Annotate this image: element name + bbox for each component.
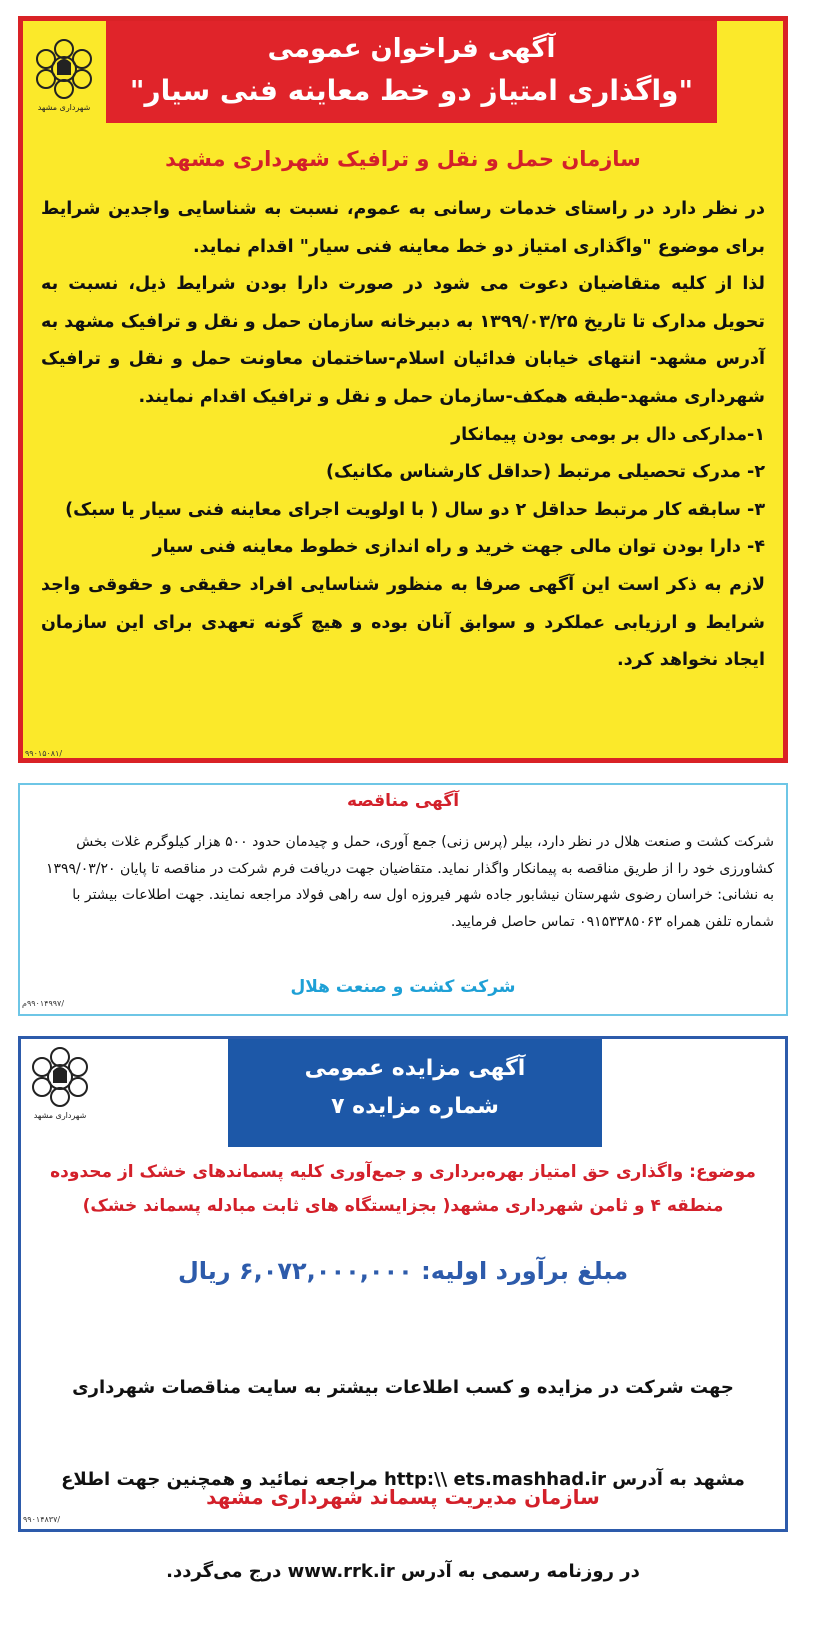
ad1-intro: در نظر دارد در راستای خدمات رسانی به عموم، نسبت به شناسایی واجدین شرایط برای موضوع "واگذاری امتیاز دو خط معاینه فنی سیار" اقدام نماید. bbox=[41, 199, 765, 257]
ad1-organization: سازمان حمل و نقل و ترافیک شهرداری مشهد bbox=[165, 147, 641, 171]
ad3-subject: موضوع: واگذاری حق امتیاز بهره‌برداری و جمع‌آوری کلیه پسماندهای خشک از محدوده منطقه ۴ و ثامن شهرداری مشهد( بجزایستگاه های ثابت مبادله پسماند خشک) bbox=[50, 1162, 756, 1216]
ad1-title-banner bbox=[106, 21, 717, 123]
auction-ad bbox=[18, 1036, 788, 1582]
ad2-signature: شرکت کشت و صنعت هلال bbox=[290, 977, 516, 997]
ad1-subtitle: "واگذاری امتیاز دو خط معاینه فنی سیار" bbox=[129, 74, 694, 107]
ad3-title: آگهی مزایده عمومی bbox=[304, 1056, 526, 1081]
ad3-auction-number: شماره مزایده ۷ bbox=[331, 1094, 499, 1119]
municipality-logo-icon bbox=[31, 35, 97, 121]
logo-caption: شهرداری مشهد bbox=[37, 103, 91, 112]
tender-notice-ad bbox=[18, 783, 788, 1016]
municipality-logo-icon bbox=[27, 1043, 93, 1129]
ad3-code: /۹۹۰۱۴۸۳۷ bbox=[23, 1515, 61, 1524]
ad1-requirement: ۱-مدارکی دال بر بومی بودن پیمانکار bbox=[451, 424, 765, 445]
ad2-body: شرکت کشت و صنعت هلال در نظر دارد، بیلر (پرس زنی) جمع آوری، حمل و چیدمان حدود ۵۰۰ هزار کیلوگرم غلات بخش کشاورزی خود را از طریق مناقصه به پیمانکار واگذار نماید. متقاضیان جهت دریافت فرم شرکت در مناقصه تا پایان ۱۳۹۹/۰۳/۲۰ به نشانی: خراسان رضوی شهرستان نیشابور جاده شهر فیروزه اول سه راهی فولاد مراجعه نمایند. جهت اطلاعات بیشتر با شماره تلفن همراه ۰۹۱۵۳۳۸۵۰۶۳ تماس حاصل فرمایید. bbox=[45, 834, 774, 930]
ad1-title: آگهی فراخوان عمومی bbox=[267, 34, 556, 64]
ad3-body-line: مشهد به آدرس http:\\ ets.mashhad.ir مراجعه نمائید و همچنین جهت اطلاع bbox=[61, 1469, 745, 1490]
ad1-body bbox=[41, 191, 765, 680]
ad3-signature: سازمان مدیریت پسماند شهرداری مشهد bbox=[206, 1485, 600, 1509]
tender-call-ad bbox=[18, 16, 788, 763]
ad3-title-banner bbox=[228, 1039, 602, 1147]
ad3-body-line: جهت شرکت در مزایده و کسب اطلاعات بیشتر به سایت مناقصات شهرداری bbox=[72, 1377, 734, 1398]
ad2-code: /۹۹۰۱۴۹۹۷م bbox=[22, 999, 65, 1008]
logo-caption: شهرداری مشهد bbox=[33, 1111, 87, 1120]
ad1-invite: لذا از کلیه متقاضیان دعوت می شود در صورت دارا بودن شرایط ذیل، نسبت به تحویل مدارک تا تاریخ ۱۳۹۹/۰۳/۲۵ به دبیرخانه سازمان حمل و نقل و ترافیک مشهد به آدرس مشهد- انتهای خیابان فدائیان اسلام-ساختمان معاونت حمل و نقل و ترافیک شهرداری مشهد-طبقه همکف-سازمان حمل و نقل و ترافیک اقدام نمایند. bbox=[41, 274, 765, 407]
ad1-note: لازم به ذکر است این آگهی صرفا به منظور شناسایی افراد حقیقی و حقوقی واجد شرایط و ارزیابی عملکرد و سوابق آنان بوده و هیچ گونه تعهدی برای این سازمان ایجاد نخواهد کرد. bbox=[41, 574, 765, 671]
ad3-body-line: در روزنامه رسمی به آدرس www.rrk.ir درج می‌گردد. bbox=[166, 1561, 640, 1582]
ad3-estimated-price: مبلغ برآورد اولیه: ۶,۰۷۲,۰۰۰,۰۰۰ ریال bbox=[177, 1257, 629, 1285]
ad1-requirement: ۲- مدرک تحصیلی مرتبط (حداقل کارشناس مکانیک) bbox=[326, 462, 765, 483]
ad1-requirement: ۳- سابقه کار مرتبط حداقل ۲ دو سال ( با اولویت اجرای معاینه فنی سیار یا سبک) bbox=[65, 499, 765, 520]
ad3-body bbox=[39, 1319, 767, 1641]
ad1-code: /۹۹۰۱۵۰۸۱ bbox=[25, 749, 63, 758]
ad1-requirement: ۴- دارا بودن توان مالی جهت خرید و راه اندازی خطوط معاینه فنی سیار bbox=[152, 537, 765, 558]
ad2-title: آگهی مناقصه bbox=[346, 791, 460, 811]
